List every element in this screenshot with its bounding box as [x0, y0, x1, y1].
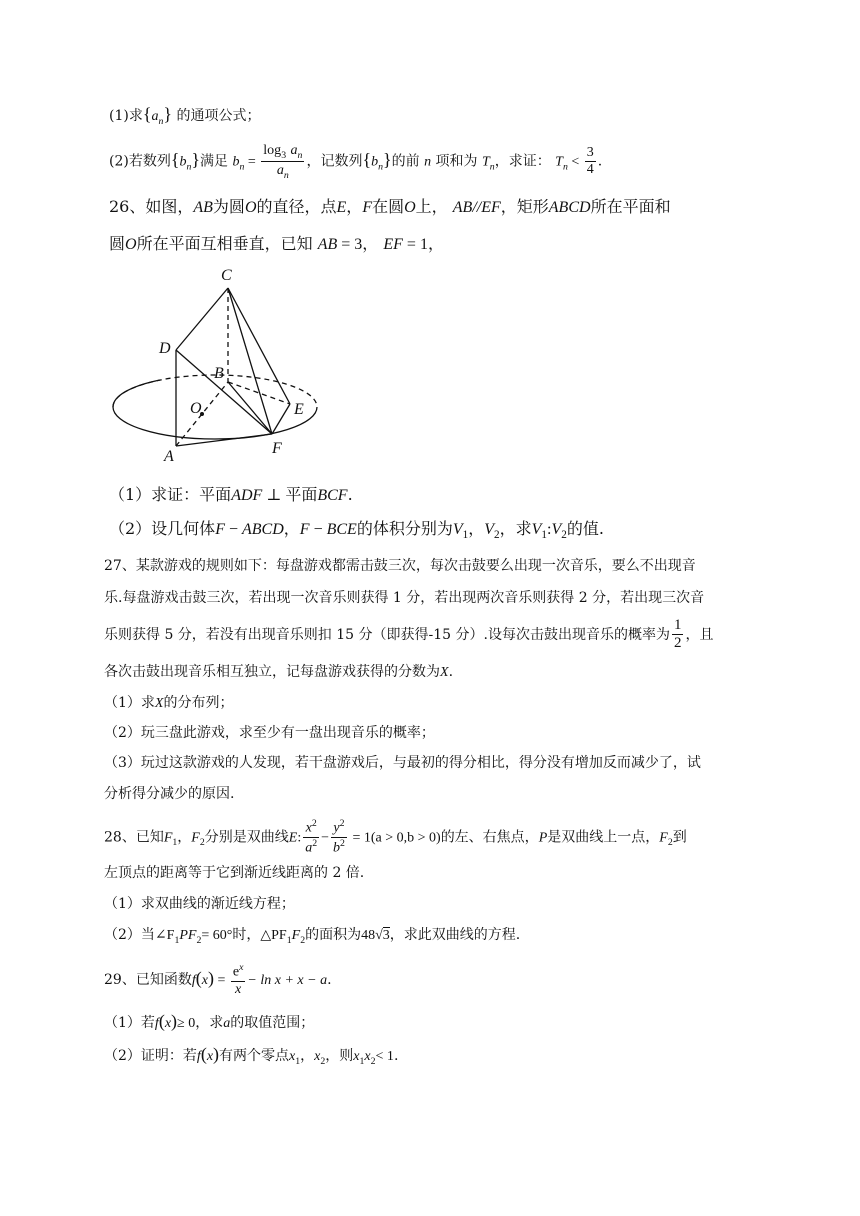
- AB-parallel-EF: AB//EF: [452, 199, 501, 216]
- b-var: b: [333, 840, 341, 856]
- edge-CE: [228, 288, 290, 404]
- q26-part2: （2）设几何体F − ABCD，F − BCE的体积分别为$V_1$，$V_2$，求$V_1:V_2$的值.: [109, 519, 604, 542]
- q27-line1: 27、某款游戏的规则如下：每盘游戏都需击鼓三次，每次击鼓要么出现一次音乐，要么不出现音: [104, 558, 696, 574]
- f-2: f: [154, 1016, 159, 1031]
- label-D: D: [159, 340, 171, 357]
- q26-l2-t4: ，: [427, 234, 444, 253]
- label-O: O: [190, 400, 202, 417]
- BCF: BCF: [317, 487, 348, 504]
- q27-part1: [104, 692, 233, 712]
- q29-ineq: < 1: [375, 1049, 394, 1064]
- label-F: F: [272, 440, 282, 457]
- q26-p2-comma: ，: [468, 519, 485, 538]
- F1: F: [163, 830, 173, 846]
- ABCD-2: ABCD: [242, 521, 284, 538]
- T-var: T: [482, 154, 490, 170]
- q29-p2-lead: （2）证明：若: [104, 1048, 197, 1064]
- x-3: x: [206, 1049, 214, 1064]
- V2-b-sub: 2: [561, 529, 567, 542]
- ex-over-x: [231, 962, 246, 998]
- q26-t7: 所在平面和: [590, 197, 671, 216]
- q29-rest: − ln x + x − a: [247, 972, 328, 988]
- q28-line1: 28、已知$F_1$，$F_2$分别是双曲线E: $\frac{x^2}{a^2}$ − $\frac{y^2}{b^2}$ = 1(a > 0,b > 0)的左、右焦点，P是双曲线上一点，$F_2$到: [104, 818, 687, 856]
- F-g2: F: [299, 521, 310, 538]
- V2-b: V: [551, 521, 562, 538]
- geometry-figure: [100, 262, 330, 462]
- q29-p1-mid: ，求: [195, 1015, 224, 1031]
- P: P: [538, 830, 548, 846]
- edge-BF: [228, 382, 272, 434]
- q28-t3: 是双曲线上一点，: [547, 829, 660, 846]
- E: E: [336, 199, 347, 216]
- log-text: log: [263, 143, 282, 158]
- F1-sub: 1: [172, 837, 178, 849]
- q27-line3: [104, 617, 713, 653]
- e-const: e: [232, 964, 240, 980]
- q26-line1: [109, 194, 671, 217]
- T-var-2: T: [555, 154, 563, 170]
- q25-satisfies: 满足: [200, 153, 229, 170]
- seq-b-sub: n: [186, 161, 192, 173]
- a-param: a: [223, 1016, 231, 1031]
- q25-prove: ，求证：: [494, 153, 551, 170]
- label-A: A: [164, 448, 174, 462]
- q28-p2-mid2: 的面积为: [305, 927, 362, 943]
- q28-part1: （1）求双曲线的渐近线方程；: [104, 896, 295, 912]
- q27-part2: （2）玩三盘此游戏，求至少有一盘出现音乐的概率；: [104, 725, 435, 741]
- q26-p2-mid: 的体积分别为: [356, 519, 453, 538]
- q25-record-seq: ，记数列: [306, 153, 363, 170]
- q26-part1: [109, 482, 353, 505]
- T-sub: n: [489, 161, 495, 173]
- q28-cond: 1(a > 0,b > 0): [363, 830, 441, 846]
- log-var-sub: n: [297, 149, 303, 161]
- log-base: 3: [281, 149, 287, 161]
- q29-part1: （1）若f(x)≥ 0，求a的取值范围；: [104, 1011, 315, 1031]
- q28-comma: ，: [177, 829, 192, 846]
- den-var: a: [276, 163, 284, 179]
- label-E: E: [294, 401, 304, 418]
- q25-part1-text: (1)求: [109, 108, 143, 124]
- AB-2: AB: [317, 236, 338, 253]
- q28-line2: 左顶点的距离等于它到渐近线距离的 2 倍.: [104, 865, 365, 881]
- a-var: a: [305, 840, 313, 856]
- q29-lead: 29、已知函数: [104, 971, 192, 988]
- circle-back-solid-left: [113, 380, 160, 407]
- angle-F: ∠F: [154, 928, 175, 943]
- prob-num: 1: [672, 617, 684, 635]
- y2-over-b2: $\frac{y^2}{b^2}$: [333, 818, 345, 856]
- q26-l2-t1: 圆: [109, 234, 126, 253]
- V1-b-sub: 1: [541, 529, 547, 542]
- q25-part2-lead: (2)若数列: [109, 153, 171, 170]
- X-2: X: [154, 696, 164, 711]
- triangle-PF: △PF: [260, 928, 287, 943]
- seq-a: a: [151, 109, 159, 124]
- q29-part2: （2）证明：若f(x)有两个零点$x_1$，$x_2$，则$x_1x_2< 1$.: [104, 1044, 399, 1067]
- q29-end: .: [327, 971, 332, 988]
- q26-t1: 为圆: [212, 197, 245, 216]
- q26-t5: 上，: [415, 197, 448, 216]
- q29-line1: 29、已知函数f(x) = $\frac{e^x}{x}$ − ln x + x − a.: [104, 962, 332, 997]
- q26-p2-end: 的值.: [566, 519, 604, 538]
- q29-p2-end: .: [393, 1048, 399, 1064]
- prob-half: [672, 617, 684, 653]
- q25-sum: 项和为: [435, 153, 478, 170]
- q26-p2-mid2: ，求: [499, 519, 532, 538]
- q27-l4-text: 各次击鼓出现音乐相互独立，记每盘游戏获得的分数为: [104, 664, 440, 680]
- q26-t3: ，: [346, 197, 363, 216]
- q26-p1-mid: 平面: [285, 485, 318, 504]
- q25-part1-tail: 的通项公式；: [176, 108, 261, 124]
- q26-l2-t2: 所在平面互相垂直，已知: [136, 234, 313, 253]
- edge-AF: [176, 434, 272, 446]
- q29-p1-lead: （1）若: [104, 1015, 155, 1031]
- q27-line4: [104, 661, 453, 681]
- O-2: O: [404, 199, 416, 216]
- prob-den: 2: [673, 635, 682, 652]
- F2: F: [191, 830, 200, 846]
- label-C: C: [221, 267, 232, 284]
- q26-p1-end: .: [347, 485, 353, 504]
- circle-front-arc: [113, 407, 317, 439]
- q27-line3-text: 乐则获得 5 分，若没有出现音乐则扣 15 分（即获得-15 分）.设每次击鼓出现音乐的概率为: [104, 626, 670, 643]
- x1: x: [289, 1049, 296, 1064]
- edge-CF: [228, 288, 272, 434]
- den-x: x: [235, 981, 242, 997]
- O: O: [244, 199, 257, 216]
- V2: V: [484, 521, 495, 538]
- F: F: [362, 199, 373, 216]
- x-2: x: [164, 1016, 172, 1031]
- q27-p1-end: 的分布列；: [163, 695, 234, 711]
- q26-l2-t3: ，: [362, 234, 379, 253]
- y-var: y: [333, 820, 340, 836]
- bn: b: [232, 154, 240, 170]
- den-var-sub: n: [283, 169, 289, 181]
- seq-a-sub: n: [158, 115, 164, 127]
- q29-p2-then: ，则: [325, 1048, 354, 1064]
- V1-b: V: [531, 521, 542, 538]
- X: X: [440, 665, 449, 680]
- q26-t2: 的直径，点: [256, 197, 337, 216]
- x2: x: [314, 1049, 321, 1064]
- bn-fraction: [261, 142, 304, 181]
- q28-p2-mid: 时，: [232, 927, 261, 943]
- q28-p2-lead: （2）当: [104, 927, 155, 943]
- log-var: a: [290, 143, 298, 158]
- f: f: [191, 972, 196, 988]
- frac-3: 3: [585, 145, 596, 162]
- frac-4: 4: [586, 162, 594, 178]
- q29-p2-comma: ，: [300, 1048, 315, 1064]
- O-3: O: [125, 236, 137, 253]
- seq-b: b: [179, 154, 187, 170]
- q28-part2: （2）当$\angle F_1PF_2= 60^\circ$时，$\triangle PF_1F_2$的面积为48√3，求此双曲线的方程.: [104, 927, 521, 946]
- q25-first: 的前: [391, 153, 420, 170]
- area-sqrt: 3: [382, 928, 390, 943]
- q28-t2: 的左、右焦点，: [440, 829, 539, 846]
- q27-l4-end: .: [448, 664, 454, 680]
- E-hyperbola: E: [288, 830, 298, 846]
- n-var: n: [424, 154, 432, 170]
- F2-sub: 2: [199, 837, 205, 849]
- label-B: B: [214, 365, 224, 382]
- q26-t4: 在圆: [372, 197, 405, 216]
- q29-p1-cond: ≥ 0: [177, 1016, 196, 1031]
- BCE: BCE: [326, 521, 357, 538]
- q29-p2-mid: 有两个零点: [219, 1048, 290, 1064]
- ADF: ADF: [231, 487, 263, 504]
- q26-line2: 圆O所在平面互相垂直，已知 AB = 3， EF = 1，: [109, 234, 444, 253]
- q28-lead: 28、已知: [104, 829, 164, 846]
- q27-part3-line2: 分析得分减少的原因.: [104, 786, 235, 802]
- q25-part1: (1)求$\{a_n\}$ 的通项公式；: [109, 104, 261, 127]
- edge-DC: [176, 288, 228, 350]
- q28-p2-end: ，求此双曲线的方程.: [389, 927, 521, 943]
- q27-p1-lead: （1）求: [104, 695, 155, 711]
- q28-colon: :: [297, 830, 302, 846]
- AB: AB: [193, 199, 213, 216]
- area-coef: 48: [361, 928, 376, 943]
- q28-t1: 分别是双曲线: [204, 829, 289, 846]
- q26-lead: 26、如图，: [109, 197, 194, 216]
- V1: V: [452, 521, 463, 538]
- F2-b: F: [659, 830, 668, 846]
- ABCD: ABCD: [548, 199, 591, 216]
- EF-value: 1: [419, 236, 428, 253]
- q27-line2: 乐.每盘游戏击鼓三次，若出现一次音乐则获得 1 分，若出现两次音乐则获得 2 分，若出现三次音: [104, 590, 705, 606]
- q26-p2-lead: （2）设几何体: [109, 519, 216, 538]
- q27-part3-line1: （3）玩过这款游戏的人发现，若干盘游戏后，与最初的得分相比，得分没有增加反而减少了，试: [104, 755, 701, 771]
- T-sub-2: n: [562, 161, 568, 173]
- x2-over-a2: $\frac{x^2}{a^2}$: [305, 818, 318, 856]
- q26-t6: ，矩形: [500, 197, 549, 216]
- q27-line3-end: ，且: [685, 626, 714, 643]
- q26-p2-sep: ，: [283, 519, 300, 538]
- bn-sub: n: [239, 161, 245, 173]
- q28-t4: 到: [672, 829, 687, 846]
- AB-value: 3: [354, 236, 363, 253]
- q29-p1-end: 的取值范围；: [230, 1015, 315, 1031]
- x: x: [201, 972, 208, 988]
- EF: EF: [383, 236, 403, 253]
- angle-value: = 60°: [201, 928, 233, 943]
- x-var: x: [305, 820, 312, 836]
- q25-part2: (2)若数列$\{b_n\}$满足 $b_n$ = $\frac{\log_3 a_n}{a_n}$ ，记数列$\{b_n\}$的前 n 项和为 $T_n$，求证： $T_n$ < $\frac{3}{4}$ .: [109, 143, 603, 181]
- F2-b-sub: 2: [667, 837, 673, 849]
- F-g1: F: [215, 521, 225, 538]
- V1-sub: 1: [462, 529, 469, 542]
- seq-b-2-sub: n: [378, 161, 383, 173]
- V2-sub: 2: [494, 529, 500, 542]
- seq-b-2: b: [371, 154, 379, 170]
- f-3: f: [196, 1049, 201, 1064]
- three-quarters: [585, 145, 596, 178]
- perp: ⊥: [266, 487, 282, 504]
- q26-p1-lead: （1）求证：平面: [109, 485, 232, 504]
- e-exp: x: [239, 962, 244, 973]
